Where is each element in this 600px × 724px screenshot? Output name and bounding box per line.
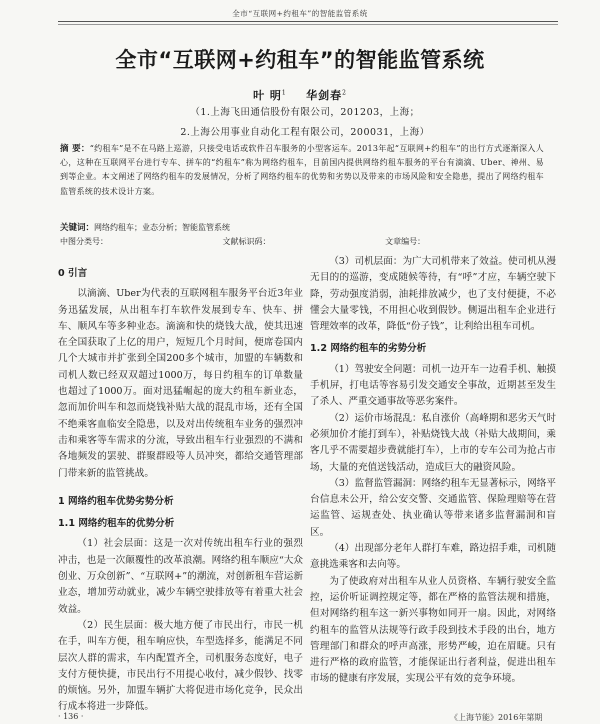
affiliation-1: （1.上海飞田通信股份有限公司，201203，上海； [190, 107, 420, 118]
article-no-label: 文章编号： [385, 237, 426, 246]
paragraph: （2）民生层面：极大地方便了市民出行，市民一机在手，叫车方便，租车响应快，车型选择多，能满足不同层次人群的需求，车内配置齐全，司机服务态度好，电子支付方便快捷，市民出行不用提心收付，减少假钞、找零的烦恼。另外，加盟车辆扩大将促进市场化竞争，民众出行成本将进一步降低。 [58, 619, 303, 713]
keywords [60, 221, 544, 233]
author-affil-mark: 2 [342, 89, 347, 97]
affiliation-2: 2.上海公用事业自动化工程有限公司，200031，上海） [180, 127, 430, 138]
paragraph: 以滴滴、Uber为代表的互联网租车服务平台近3年业务迅猛发展，从出租车打车软件发展到专车、快车、拼车、顺风车等多种业态。滴滴和快的烧钱大战，使其迅速在全国获取了上亿的用户，短短几个月时间，便席卷国内几个大城市并扩张到全国200多个城市，加盟的车辆数和司机人数已经双双超过1000万，每日约租车的订单数量也超过了1000万。面对迅猛崛起的庞大约租车新业态，忽而加价叫车和忽而烧钱补贴大战的混乱市场，还有全国不绝乘客血临安全隐患，以及对出传统租车业务的强烈冲击和乘客等车需求的分流，导致出租车行业强烈的不满和各地频发的罢驶、群聚群殴等人员冲突，都给交通管理部门带来新的监管挑战。 [58, 288, 303, 479]
subsection-heading: 1.1 网络约租车的优势分析 [58, 518, 175, 530]
subsection-heading: 1.2 网络约租车的劣势分析 [310, 343, 427, 355]
header-rule-secondary [58, 24, 558, 25]
abstract [60, 142, 544, 199]
paragraph: （3）司机层面：为广大司机带来了效益。使司机从漫无目的的巡游，变成随候等待，有“呼”才应，车辆空驶下降，劳动强度消弱，油耗排放减少，也了支付便捷，不必懂会大量零钱，不用担心收到假钞。侧逼出租车企业进行管理效率的改革，降低“份子钱”，让利给出租车司机。 [310, 256, 556, 333]
author-name: 华剑春 [306, 89, 343, 102]
section-heading: 1 网络约租车优势劣势分析 [58, 495, 174, 507]
clc-label: 中图分类号： [60, 237, 108, 246]
paragraph: （1）驾驶安全问题：司机一边开车一边看手机、触摸手机屏，打电话等容易引发交通安全事故，近期甚至发生了杀人、严重交通事故等恶劣案件。 [310, 363, 556, 408]
section-heading: 0 引言 [58, 268, 88, 279]
abstract-label: 摘 要： [60, 144, 90, 154]
running-head: 全市“互联网+约租车”的智能监管系统 [232, 9, 368, 18]
paragraph: （2）运价市场混乱：私自涨价（高峰期和恶劣天气时必须加价才能打到车），补贴烧钱大战（补贴大战期间，乘客几乎不需要超步费就能打车），上市的专车公司为抢占市场，大量的充值送钱活动，造成巨大的融资风险。 [310, 412, 556, 473]
left-column [58, 248, 303, 716]
article-title: 全市“互联网+约租车”的智能监管系统 [115, 48, 485, 72]
paragraph: （3）监督监管漏洞：网络约租车无显著标示，网络平台信息未公开，给公安交警、交通监管、保险理赔等在营运监管、运规查处、执业确认等带来诸多监督漏洞和盲区。 [310, 477, 556, 538]
author-affil-mark: 1 [281, 89, 287, 97]
author-line [0, 87, 600, 103]
page-number: · 136 · [58, 712, 84, 721]
classification-row [60, 236, 544, 247]
paragraph: （1）社会层面：这是一次对传统出租车行业的强烈冲击，也是一次颠覆性的改革浪潮。网络约租车顺应“大众创业、万众创新”、“互联网+”的潮流，对创新租车营运新业态，增加劳动就业，减少车辆空驶排放等有着重大社会效益。 [58, 538, 303, 615]
journal-issue: 《上海节能》2016年第期 [450, 713, 543, 722]
keywords-label: 关键词： [60, 223, 95, 233]
keywords-text: 网络约租车；业态分析；智能监管系统 [94, 223, 231, 232]
paragraph: 为了使政府对出租车从业人员资格、车辆行驶安全监控，运价听证调控规定等，都在严格的监管法规和措施，但对网络约租车这一新兴事物如同开一扇。因此，对网络约租车的监管从法规等行政手段到技术手段的出台，地方管理部门和群众的呼声高涨，形势严峻，迫在眉睫。只有进行严格的政府监管，才能保证出行者利益，促进出租车市场的健康有序发展，实现公平有效的竞争环境。 [310, 575, 556, 685]
right-column [310, 248, 556, 688]
author-name: 叶 明 [253, 89, 282, 102]
doc-code-label: 文献标识码： [222, 237, 271, 246]
header-rule [58, 21, 558, 22]
abstract-text: “约租车”是不在马路上巡游，只接受电话或软件召车服务的小型客运车。2013年起“互联网+约租车”的出行方式逐渐深入人心，这种在互联网平台进行专车、拼车的“约租车”称为网络约租车，目前国内提供网络约租车服务的平台有滴滴、Uber、神州、易到等企业。本文阐述了网络约租车的发展情况，分析了网络约租车的优势和劣势以及带来的市场风险和安全隐患，提出了网络约租车监管系统的技术设计方案。 [60, 144, 544, 196]
paragraph: （4）出现部分老年人群打车难，路边招手难，司机随意挑选乘客和去向等。 [310, 543, 556, 571]
